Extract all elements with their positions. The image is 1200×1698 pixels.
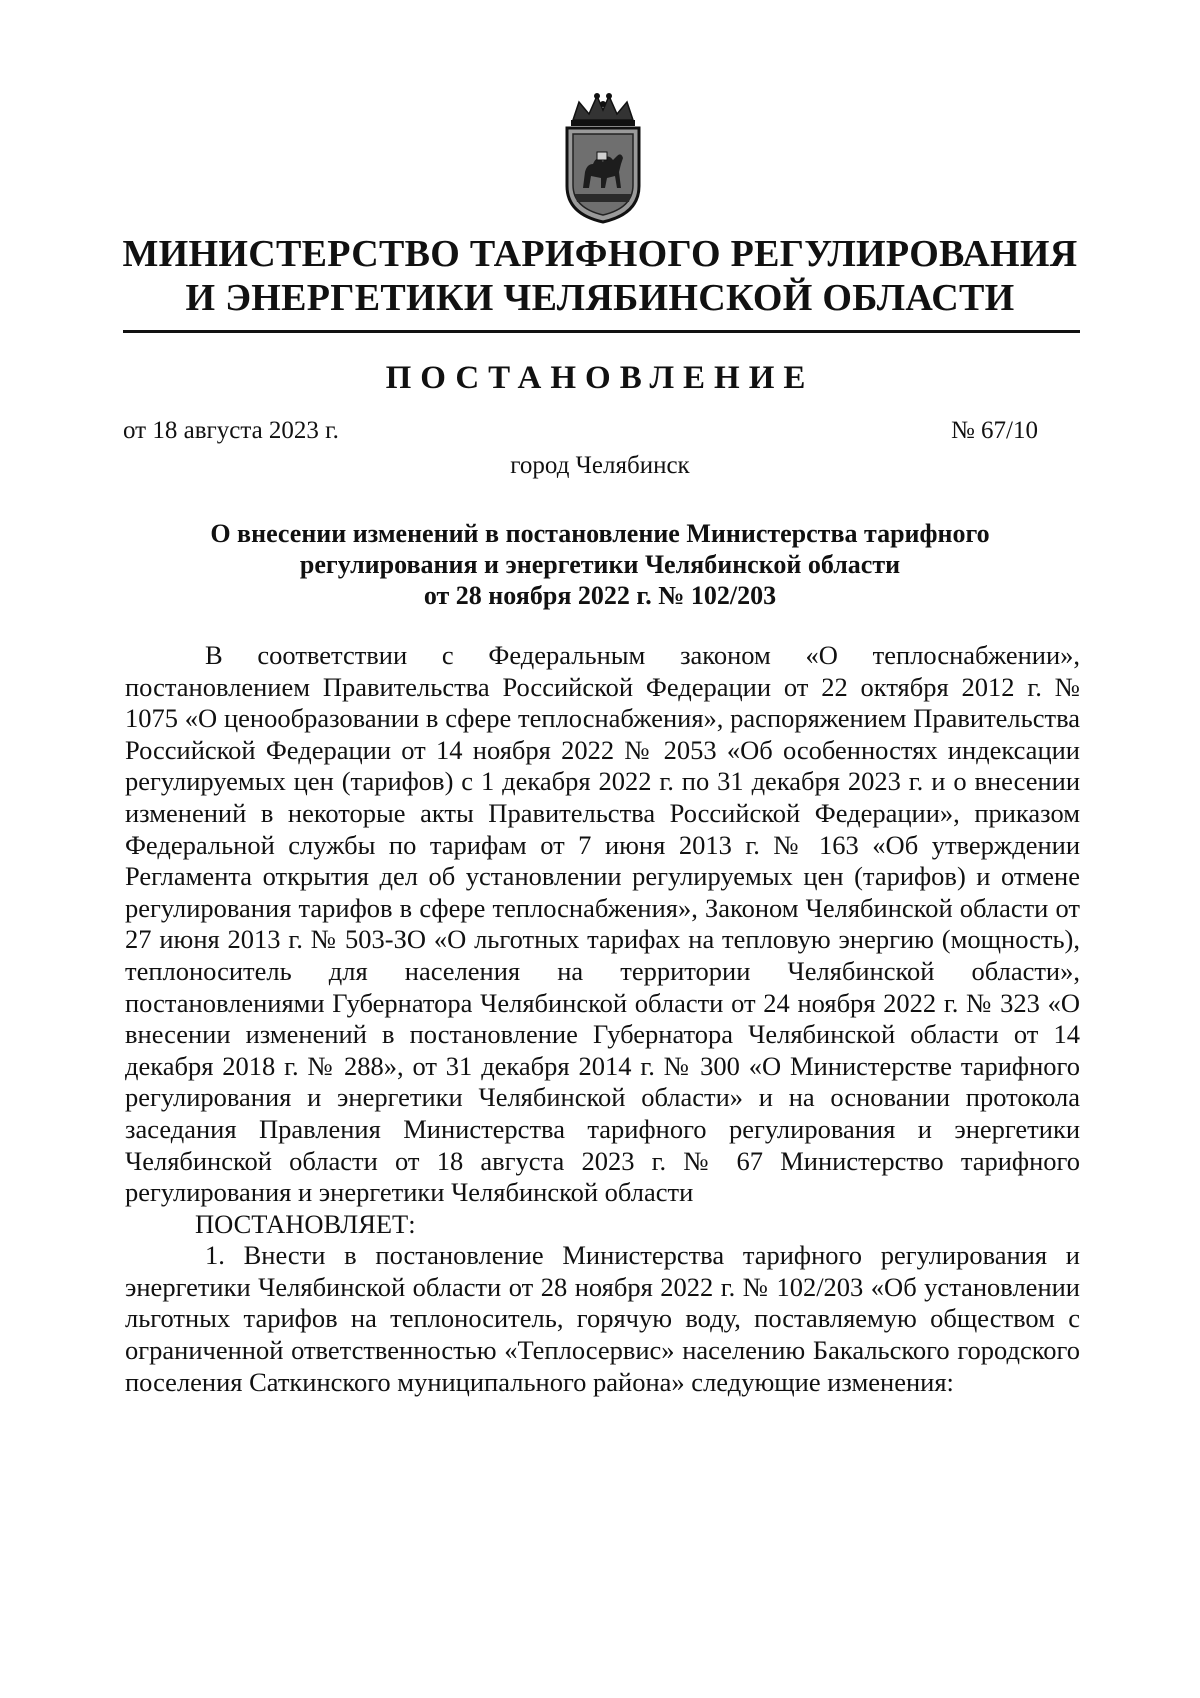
item-1-paragraph: 1. Внести в постановление Министерства тарифного регулирования и энергетики Челябинской области от 28 ноября 2022 г. № 102/203 «Об установлении льготных тарифов на теплоноситель, горячую воду, поставляемую обществом с ограниченной ответственностью «Теплосервис» населению Бакальского городского поселения Саткинского муниципального района» следующие изменения:: [125, 1240, 1080, 1397]
document-title-line3: от 28 ноября 2022 г. № 102/203: [423, 581, 777, 610]
document-city: город Челябинск: [510, 452, 690, 479]
ministry-name-line2: И ЭНЕРГЕТИКИ ЧЕЛЯБИНСКОЙ ОБЛАСТИ: [185, 277, 1015, 319]
header-divider: [123, 330, 1080, 333]
coat-of-arms-icon: [561, 90, 645, 224]
ministry-name-line1: МИНИСТЕРСТВО ТАРИФНОГО РЕГУЛИРОВАНИЯ: [122, 233, 1078, 275]
document-date: от 18 августа 2023 г.: [123, 417, 339, 444]
document-title-line1: О внесении изменений в постановление Министерства тарифного: [210, 519, 990, 548]
document-number: № 67/10: [950, 417, 1038, 444]
document-title-line2: регулирования и энергетики Челябинской области: [299, 550, 901, 579]
document-type: ПОСТАНОВЛЕНИЕ: [385, 360, 815, 396]
resolves-heading: ПОСТАНОВЛЯЕТ:: [195, 1208, 416, 1239]
ministry-name: [100, 232, 1100, 320]
document-body: [125, 640, 1080, 1398]
preamble-paragraph: В соответствии с Федеральным законом «О теплоснабжении», постановлением Правительства Российской Федерации от 22 октября 2012 г. № 1075 «О ценообразовании в сфере теплоснабжения», распоряжением Правительства Российской Федерации от 14 ноября 2022 № 2053 «Об особенностях индексации регулируемых цен (тарифов) с 1 декабря 2022 г. по 31 декабря 2023 г. и о внесении изменений в некоторые акты Правительства Российской Федерации», приказом Федеральной службы по тарифам от 7 июня 2013 г. № 163 «Об утверждении Регламента открытия дел об установлении регулируемых цен (тарифов) и отмене регулирования тарифов в сфере теплоснабжения», Законом Челябинской области от 27 июня 2013 г. № 503-ЗО «О льготных тарифах на тепловую энергию (мощность), теплоноситель для населения на территории Челябинской области», постановлениями Губернатора Челябинской области от 24 ноября 2022 г. № 323 «О внесении изменений в постановление Губернатора Челябинской области от 14 декабря 2018 г. № 288», от 31 декабря 2014 г. № 300 «О Министерстве тарифного регулирования и энергетики Челябинской области» и на основании протокола заседания Правления Министерства тарифного регулирования и энергетики Челябинской области от 18 августа 2023 г. № 67 Министерство тарифного регулирования и энергетики Челябинской области: [125, 640, 1080, 1208]
document-title: [150, 518, 1050, 611]
